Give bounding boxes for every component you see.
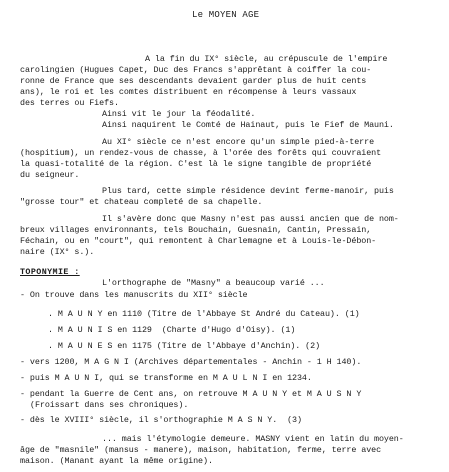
- p5-line-2: âge de "masnile" (mansus - manere), maison, habitation, ferme, terre avec: [20, 445, 382, 455]
- p1-line-1: A la fin du IX° siècle, au crépuscule de l'empire: [145, 54, 388, 64]
- p3-line-1: Plus tard, cette simple résidence devint ferme-manoir, puis: [102, 186, 394, 196]
- p1-line-3: ronne de France que ses descendants devaient garder plus de huit cents: [20, 76, 367, 86]
- p1-line-2: carolingien (Hugues Capet, Duc des Francs s'apprêtant à coiffer la cou-: [20, 65, 372, 75]
- toponymie-line-2: . M A U N Y en 1110 (Titre de l'Abbaye St André du Cateau). (1): [48, 309, 360, 319]
- toponymie-line-9: - dès le XVIII° siècle, il s'orthographie M A S N Y. (3): [20, 415, 302, 425]
- p3-line-2: "grosse tour" et chateau completé de sa chapelle.: [20, 197, 263, 207]
- toponymie-line-1: - On trouve dans les manuscrits du XII° siècle: [20, 290, 248, 300]
- toponymie-line-5: - vers 1200, M A G N I (Archives départementales - Anchin - 1 H 140).: [20, 357, 362, 367]
- p4-line-1: Il s'avère donc que Masny n'est pas aussi ancien que de nom-: [102, 214, 399, 224]
- toponymie-intro: L'orthographe de "Masny" a beaucoup varié ...: [102, 278, 325, 288]
- p4-line-4: naire (IX° s.).: [20, 247, 95, 257]
- p1-line-7: Ainsi naquirent le Comté de Hainaut, puis le Fief de Mauni.: [102, 120, 394, 130]
- p2-line-4: du seigneur.: [20, 170, 80, 180]
- p4-line-2: breux villages environnants, tels Bouchain, Guesnain, Cantin, Pressain,: [20, 225, 372, 235]
- p1-line-6: Ainsi vit le jour la féodalité.: [102, 109, 256, 119]
- p1-line-4: ans), le roi et les comtes distribuent en récompense à leurs vassaux: [20, 87, 357, 97]
- toponymie-line-3: . M A U N I S en 1129 (Charte d'Hugo d'Oisy). (1): [48, 325, 296, 335]
- p5-line-3: maison. (Manant ayant la même origine).: [20, 456, 213, 466]
- p4-line-3: Féchain, ou en "court", qui remontent à Charlemagne et à Louis-le-Débon-: [20, 236, 377, 246]
- toponymie-line-8: (Froissart dans ses chroniques).: [30, 400, 189, 410]
- toponymie-line-7: - pendant la Guerre de Cent ans, on retrouve M A U N Y et M A U S N Y: [20, 389, 362, 399]
- page-title: Le MOYEN AGE: [192, 10, 260, 20]
- p1-line-5: des terres ou Fiefs.: [20, 98, 119, 108]
- p5-line-1: ... mais l'étymologie demeure. MASNY vient en latin du moyen-: [102, 434, 404, 444]
- toponymie-line-4: . M A U N E S en 1175 (Titre de l'Abbaye d'Anchin). (2): [48, 341, 321, 351]
- p2-line-3: la quasi-totalité de la région. C'est là le signe tangible de propriété: [20, 159, 372, 169]
- toponymie-heading: TOPONYMIE :: [20, 267, 80, 277]
- p2-line-1: Au XI° siècle ce n'est encore qu'un simple pied-à-terre: [102, 137, 375, 147]
- p2-line-2: (hospitium), un rendez-vous de chasse, à l'orée des forêts qui couvraient: [20, 148, 382, 158]
- toponymie-line-6: - puis M A U N I, qui se transforme en M A U L N I en 1234.: [20, 373, 312, 383]
